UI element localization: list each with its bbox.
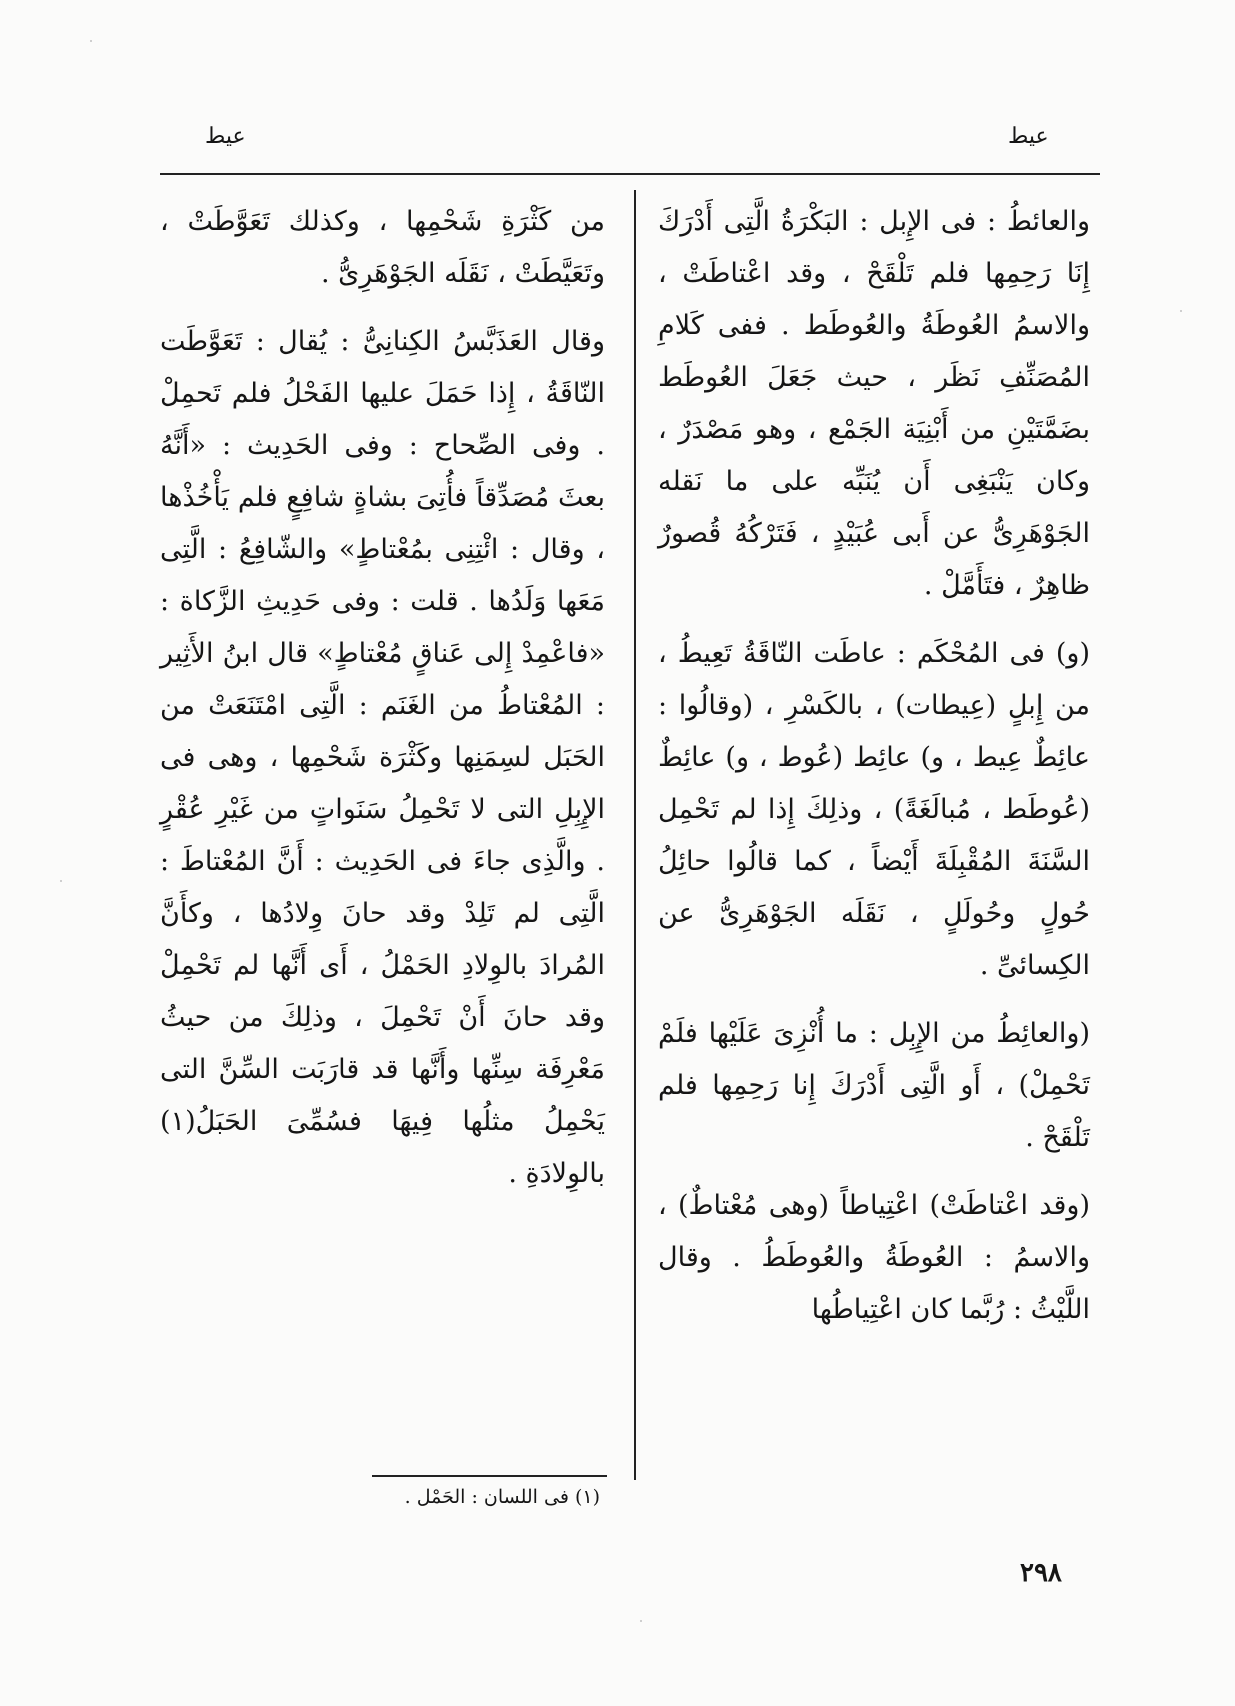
running-header-left: عيط [205,124,246,149]
right-paragraph-2: (و) فى المُحْكَم : عاطَت النّاقَةُ تَعِيطُ ، من إِبلٍ (عِيطات) ، بالكَسْرِ ، (وقالُوا : عائِطٌ عِيط ، و) عائِط (عُوط ، و) عائِطٌ (عُوطَط ، مُبالَغَةً) ، وذلِكَ إِذا لم تَحْمِل السَّنَةَ المُقْبِلَةَ أَيْضاً ، كما قالُوا حائِلُ حُولٍ وحُولَلٍ ، نَقَلَه الجَوْهَرِىُّ عن الكِسائىِّ . [658,638,1090,981]
column-divider [634,190,636,1480]
right-column [658,196,1090,1352]
footnote-rule [372,1475,607,1477]
right-paragraph-1: والعائطُ : فى الإِبل : البَكْرَةُ الَّتِى أَدْرَكَ إِنَا رَحِمِها فلم تَلْقَحْ ، وقد اعْتاطَتْ ، والاسمُ العُوطَةُ والعُوطَط . ففى كَلامِ المُصَنِّفِ نَظَر ، حيث جَعَلَ العُوطَط بضَمَّتَيْنِ من أَبْنِيَة الجَمْع ، وهو مَصْدَرٌ ، وكان يَنْبَغِى أَن يُنَبِّه على ما نَقله الجَوْهَرِىُّ عن أَبى عُبَيْدٍ ، فَتَرْكُهُ قُصورٌ ظاهِرٌ ، فتَأَمَّلْ . [658,206,1090,601]
left-paragraph-2: وقال العَذَبَّسُ الكِنانِىُّ : يُقال : تَعَوَّطَت النّاقَةُ ، إِذا حَمَلَ عليها الفَحْلُ فلم تَحمِلْ . وفى الصِّحاح : وفى الحَدِيث : «أَنَّهُ بعثَ مُصَدِّقاً فأُتِىَ بشاةٍ شافِعٍ فلم يَأْخُذْها ، وقال : ائْتِنِى بمُعْتاطٍ» والشّافِعُ : الَّتِى مَعَها وَلَدُها . قلت : وفى حَدِيثِ الزَّكاة : «فاعْمِدْ إِلى عَناقٍ مُعْتاطٍ» قال ابنُ الأَثِير : المُعْتاطُ من الغَنَم : الَّتِى امْتَنَعَتْ من الحَبَل لسِمَنِها وكَثْرَة شَحْمِها ، وهى فى الإِبِلِ التى لا تَحْمِلُ سَنَواتٍ من غَيْرِ عُقْرٍ . والَّذِى جاءَ فى الحَدِيث : أَنَّ المُعْتاطَ : الَّتِى لم تَلِدْ وقد حانَ وِلادُها ، وكأَنَّ المُرادَ بالوِلادِ الحَمْلُ ، أَى أَنَّها لم تَحْمِلْ وقد حانَ أَنْ تَحْمِلَ ، وذلِكَ من حيثُ مَعْرِفَة سِنِّها وأَنَّها قد قارَبَت السِّنَّ التى يَحْمِلُ مثلُها فِيهَا فسُمِّىَ الحَبَلُ(١) بالوِلادَةِ . [160,326,605,1189]
scan-speck [1180,310,1182,312]
footnote: (١) فى اللسان : الحَمْل . [404,1486,600,1508]
left-paragraph-1: من كَثْرَةِ شَحْمِها ، وكذلك تَعَوَّطَتْ ، وتَعَيَّطَتْ ، نَقَلَه الجَوْهَرِىُّ . [160,206,605,289]
scan-speck [60,880,62,882]
running-header-right: عيط [1008,124,1049,149]
left-column [160,196,605,1216]
right-paragraph-3: (والعائِطُ من الإِبِل : ما أُنْزِىَ عَلَيْها فلَمْ تَحْمِلْ) ، أَو الَّتِى أَدْرَكَ إِنا رَحِمِها فلم تَلْقَحْ . [658,1018,1090,1153]
page-number: ٢٩٨ [1020,1558,1062,1588]
scan-speck [640,1620,642,1622]
right-paragraph-4: (وقد اعْتاطَتْ) اعْتِياطاً (وهى مُعْتاطٌ) ، والاسمُ : العُوطَةُ والعُوطَطُ . وقال اللَّيْثُ : رُبَّما كان اعْتِياطُها [658,1190,1090,1325]
header-rule [160,173,1100,175]
scan-speck [90,40,92,42]
